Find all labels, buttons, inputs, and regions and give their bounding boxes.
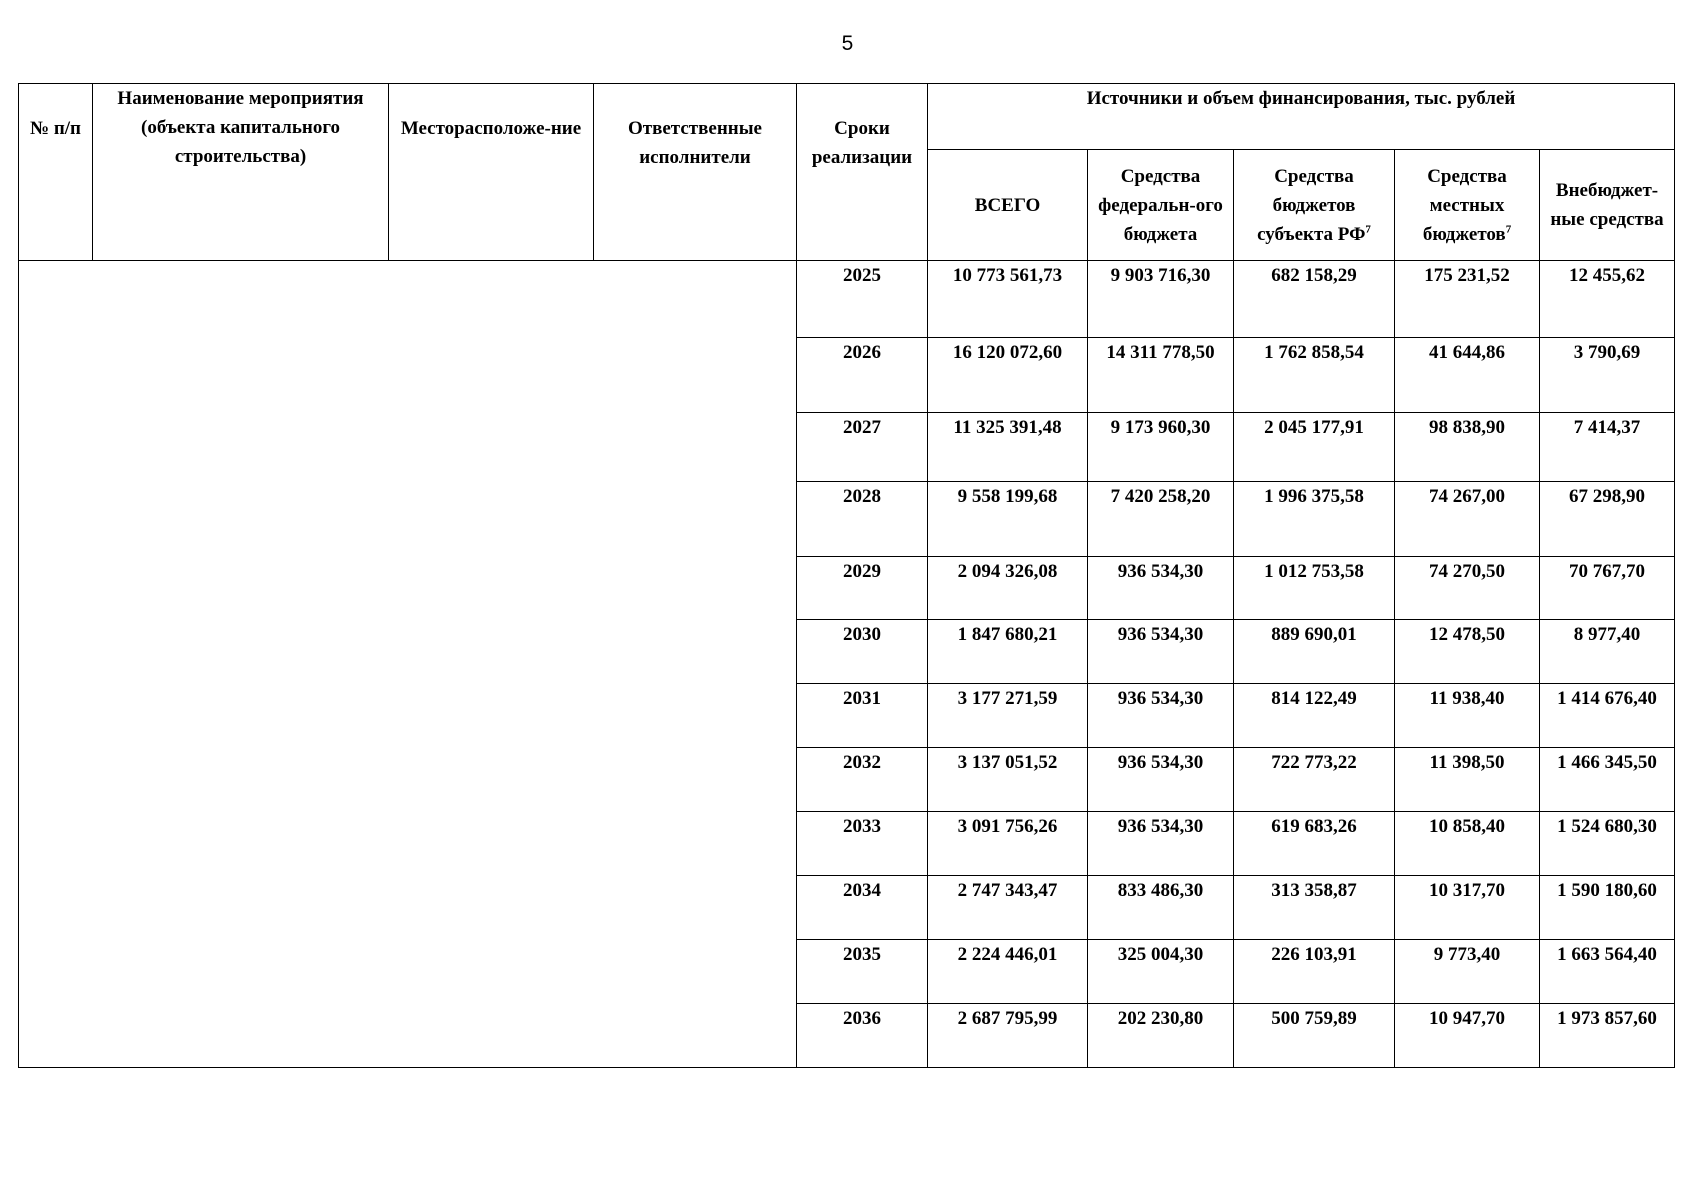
subject-cell: 2 045 177,91 xyxy=(1234,413,1395,482)
year-cell: 2036 xyxy=(797,1004,928,1068)
local-cell: 74 267,00 xyxy=(1395,482,1540,557)
federal-cell: 936 534,30 xyxy=(1088,812,1234,876)
year-cell: 2030 xyxy=(797,620,928,684)
total-cell: 9 558 199,68 xyxy=(928,482,1088,557)
local-cell: 10 317,70 xyxy=(1395,876,1540,940)
merged-empty-cell xyxy=(19,261,797,1068)
total-cell: 16 120 072,60 xyxy=(928,338,1088,413)
header-subject-label: Средства бюджетов субъекта РФ xyxy=(1257,165,1366,245)
footnote-mark: 7 xyxy=(1505,223,1512,236)
subject-cell: 889 690,01 xyxy=(1234,620,1395,684)
page-number: 5 xyxy=(841,32,854,55)
extra-cell: 1 524 680,30 xyxy=(1540,812,1675,876)
federal-cell: 325 004,30 xyxy=(1088,940,1234,1004)
total-cell: 3 177 271,59 xyxy=(928,684,1088,748)
year-cell: 2035 xyxy=(797,940,928,1004)
header-responsible: Ответственные исполнители xyxy=(594,84,797,261)
year-cell: 2031 xyxy=(797,684,928,748)
local-cell: 11 938,40 xyxy=(1395,684,1540,748)
extra-cell: 1 590 180,60 xyxy=(1540,876,1675,940)
local-cell: 9 773,40 xyxy=(1395,940,1540,1004)
total-cell: 3 137 051,52 xyxy=(928,748,1088,812)
federal-cell: 9 903 716,30 xyxy=(1088,261,1234,338)
footnote-mark: 7 xyxy=(1365,223,1371,236)
local-cell: 41 644,86 xyxy=(1395,338,1540,413)
subject-cell: 682 158,29 xyxy=(1234,261,1395,338)
total-cell: 11 325 391,48 xyxy=(928,413,1088,482)
year-cell: 2032 xyxy=(797,748,928,812)
year-cell: 2028 xyxy=(797,482,928,557)
subject-cell: 814 122,49 xyxy=(1234,684,1395,748)
subject-cell: 722 773,22 xyxy=(1234,748,1395,812)
federal-cell: 9 173 960,30 xyxy=(1088,413,1234,482)
subject-cell: 1 996 375,58 xyxy=(1234,482,1395,557)
federal-cell: 936 534,30 xyxy=(1088,748,1234,812)
federal-cell: 202 230,80 xyxy=(1088,1004,1234,1068)
local-cell: 98 838,90 xyxy=(1395,413,1540,482)
federal-cell: 14 311 778,50 xyxy=(1088,338,1234,413)
extra-cell: 8 977,40 xyxy=(1540,620,1675,684)
local-cell: 10 947,70 xyxy=(1395,1004,1540,1068)
federal-cell: 936 534,30 xyxy=(1088,620,1234,684)
header-federal: Средства федеральн-ого бюджета xyxy=(1088,150,1234,261)
federal-cell: 833 486,30 xyxy=(1088,876,1234,940)
total-cell: 1 847 680,21 xyxy=(928,620,1088,684)
total-cell: 2 747 343,47 xyxy=(928,876,1088,940)
extra-cell: 12 455,62 xyxy=(1540,261,1675,338)
header-local-label: Средства местных бюджетов xyxy=(1422,165,1507,245)
year-cell: 2029 xyxy=(797,557,928,620)
subject-cell: 313 358,87 xyxy=(1234,876,1395,940)
subject-cell: 500 759,89 xyxy=(1234,1004,1395,1068)
year-cell: 2033 xyxy=(797,812,928,876)
year-cell: 2034 xyxy=(797,876,928,940)
header-local xyxy=(1395,150,1540,261)
year-cell: 2026 xyxy=(797,338,928,413)
local-cell: 11 398,50 xyxy=(1395,748,1540,812)
local-cell: 74 270,50 xyxy=(1395,557,1540,620)
header-sources: Источники и объем финансирования, тыс. рублей xyxy=(928,84,1675,150)
header-subject xyxy=(1234,150,1395,261)
federal-cell: 936 534,30 xyxy=(1088,557,1234,620)
total-cell: 3 091 756,26 xyxy=(928,812,1088,876)
federal-cell: 936 534,30 xyxy=(1088,684,1234,748)
subject-cell: 226 103,91 xyxy=(1234,940,1395,1004)
header-total: ВСЕГО xyxy=(928,150,1088,261)
header-terms: Сроки реализации xyxy=(797,84,928,261)
total-cell: 10 773 561,73 xyxy=(928,261,1088,338)
header-location: Месторасположе-ние xyxy=(389,84,594,261)
total-cell: 2 224 446,01 xyxy=(928,940,1088,1004)
extra-cell: 1 973 857,60 xyxy=(1540,1004,1675,1068)
year-cell: 2027 xyxy=(797,413,928,482)
extra-cell: 1 466 345,50 xyxy=(1540,748,1675,812)
year-cell: 2025 xyxy=(797,261,928,338)
local-cell: 175 231,52 xyxy=(1395,261,1540,338)
subject-cell: 1 012 753,58 xyxy=(1234,557,1395,620)
federal-cell: 7 420 258,20 xyxy=(1088,482,1234,557)
extra-cell: 1 663 564,40 xyxy=(1540,940,1675,1004)
local-cell: 10 858,40 xyxy=(1395,812,1540,876)
extra-cell: 1 414 676,40 xyxy=(1540,684,1675,748)
financing-table xyxy=(18,83,1675,1068)
header-name: Наименование мероприятия (объекта капитального строительства) xyxy=(93,84,389,261)
total-cell: 2 687 795,99 xyxy=(928,1004,1088,1068)
extra-cell: 3 790,69 xyxy=(1540,338,1675,413)
subject-cell: 1 762 858,54 xyxy=(1234,338,1395,413)
table-row xyxy=(19,261,1675,338)
extra-cell: 7 414,37 xyxy=(1540,413,1675,482)
local-cell: 12 478,50 xyxy=(1395,620,1540,684)
table-body xyxy=(19,261,1675,1068)
header-extra: Внебюджет-ные средства xyxy=(1540,150,1675,261)
header-num: № п/п xyxy=(19,84,93,261)
subject-cell: 619 683,26 xyxy=(1234,812,1395,876)
extra-cell: 67 298,90 xyxy=(1540,482,1675,557)
extra-cell: 70 767,70 xyxy=(1540,557,1675,620)
total-cell: 2 094 326,08 xyxy=(928,557,1088,620)
